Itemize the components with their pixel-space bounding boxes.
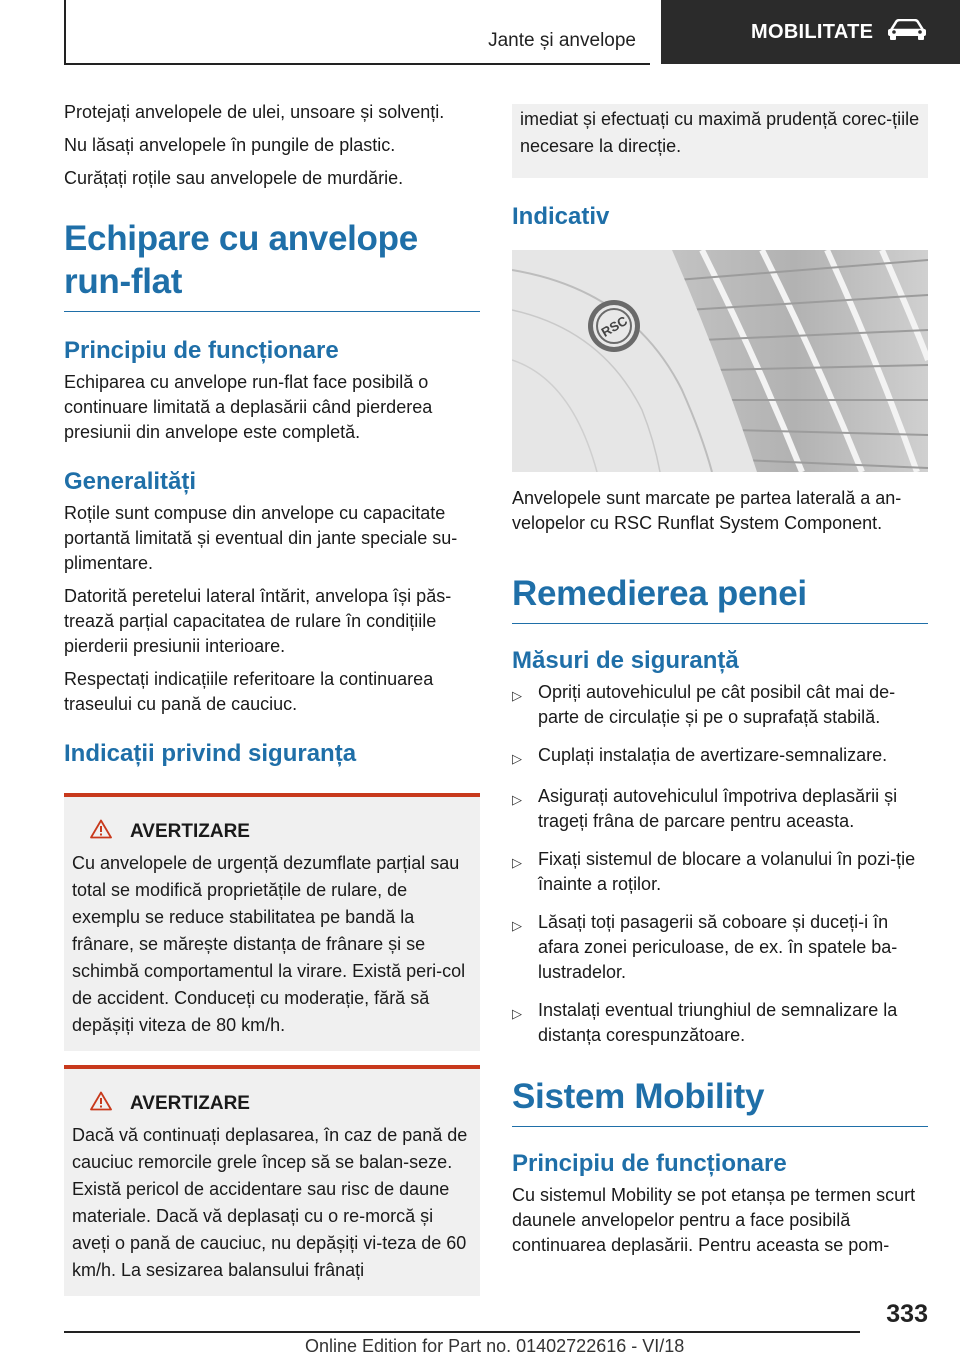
intro-paragraph: Curățați roțile sau anvelopele de murdărie. [64, 168, 404, 188]
heading-repair: Remedierea penei [512, 572, 928, 624]
warning-title: AVERTIZARE [130, 1092, 250, 1114]
triangle-bullet-icon: ▷ [512, 751, 522, 766]
mobility-paragraph: Cu sistemul Mobility se pot etanșa pe termen scurt daunele anvelopelor pentru a face posibilă continuarea deplasării. Pentru aceasta se pom- [512, 1185, 916, 1255]
heading-runflat: Echipare cu anvelope run-flat [64, 217, 480, 312]
header-section-title: Jante și anvelope [488, 30, 636, 51]
measures-list [512, 680, 928, 1048]
left-column [64, 100, 480, 1296]
heading-general: Generalități [64, 468, 197, 495]
warning-triangle-icon [90, 819, 112, 844]
list-item: ▷ Lăsați toți pasagerii să coboare și duceți-i în afara zonei periculoase, de ex. în spatele ba-lustradelor. [512, 910, 928, 985]
heading-measures: Măsuri de siguranță [512, 647, 739, 674]
triangle-bullet-icon: ▷ [512, 1006, 522, 1021]
car-icon [887, 19, 927, 46]
footer-rule [64, 1331, 860, 1333]
footer-edition: Online Edition for Part no. 01402722616 - VI/18 [305, 1336, 685, 1356]
triangle-bullet-icon: ▷ [512, 918, 522, 933]
heading-indicator: Indicativ [512, 203, 610, 230]
list-item: ▷ Opriți autovehiculul pe cât posibil cât mai de-parte de circulație și pe o suprafață stabilă. [512, 680, 928, 730]
page-number: 333 [886, 1300, 928, 1328]
heading-safety: Indicații privind siguranța [64, 740, 357, 767]
intro-paragraph: Protejați anvelopele de ulei, unsoare și solvenți. [64, 102, 445, 122]
list-item: ▷ Fixați sistemul de blocare a volanului în pozi-ție înainte a roților. [512, 847, 928, 897]
header-chapter-box [661, 0, 960, 64]
triangle-bullet-icon: ▷ [512, 792, 522, 807]
general-paragraph: Respectați indicațiile referitoare la continuarea traseului cu pană de cauciuc. [64, 669, 434, 714]
intro-paragraph: Nu lăsați anvelopele în pungile de plastic. [64, 135, 396, 155]
header-left-rule [64, 0, 66, 64]
warning-triangle-icon [90, 1091, 112, 1116]
header-chapter-label: MOBILITATE [751, 20, 874, 43]
warning-box [64, 1065, 480, 1296]
list-item: ▷ Asigurați autovehiculul împotriva deplasării și trageți frâna de parcare pentru aceasta. [512, 784, 928, 834]
list-item: ▷ Instalați eventual triunghiul de semnalizare la distanța corespunzătoare. [512, 998, 928, 1048]
right-column [512, 104, 928, 1266]
runflat-tire-image [512, 250, 928, 472]
continued-warning-text: imediat și efectuați cu maximă prudență corec-țiile necesare la direcție. [520, 109, 920, 156]
heading-mobility: Sistem Mobility [512, 1075, 928, 1127]
principle-paragraph: Echiparea cu anvelope run-flat face posibilă o continuare limitată a deplasării când pierderea presiunii din anvelope este completă. [64, 372, 433, 442]
indicator-caption: Anvelopele sunt marcate pe partea laterală a an-velopelor cu RSC Runflat System Component. [512, 488, 902, 533]
rsc-logo-label: RSC [598, 313, 630, 340]
general-paragraph: Datorită peretelui lateral întărit, anvelopa își păs-trează parțial capacitatea de rulare în condițiile pierderii presiunii interioare. [64, 586, 452, 656]
header-bottom-rule [64, 63, 650, 65]
heading-mobility-principle: Principiu de funcționare [512, 1150, 787, 1177]
warning-text: Dacă vă continuați deplasarea, în caz de pană de cauciuc remorcile grele încep să se balan-seze. Există pericol de accidentare sau risc de daune materiale. Dacă vă deplasați cu o re-morcă și aveți o pană de cauciuc, nu depășiți vi-teza de 60 km/h. La sesizarea balansului frânați [72, 1125, 468, 1280]
warning-box [64, 793, 480, 1051]
warning-title: AVERTIZARE [130, 820, 250, 842]
triangle-bullet-icon: ▷ [512, 688, 522, 703]
general-paragraph: Roțile sunt compuse din anvelope cu capacitate portantă limitată și eventual din jante speciale su-plimentare. [64, 503, 458, 573]
triangle-bullet-icon: ▷ [512, 855, 522, 870]
heading-principle: Principiu de funcționare [64, 337, 339, 364]
list-item: ▷ Cuplați instalația de avertizare-semnalizare. [512, 743, 928, 771]
warning-text: Cu anvelopele de urgență dezumflate parțial sau total se modifică proprietățile de rulare, de exemplu se reduce stabilitatea pe bandă la frânare, se mărește distanța de frânare și se schimbă comportamentul la virare. Există peri-col de accident. Conduceți cu moderație, fără să depășiți viteza de 80 km/h. [72, 853, 466, 1035]
continued-warning-box [512, 104, 928, 178]
